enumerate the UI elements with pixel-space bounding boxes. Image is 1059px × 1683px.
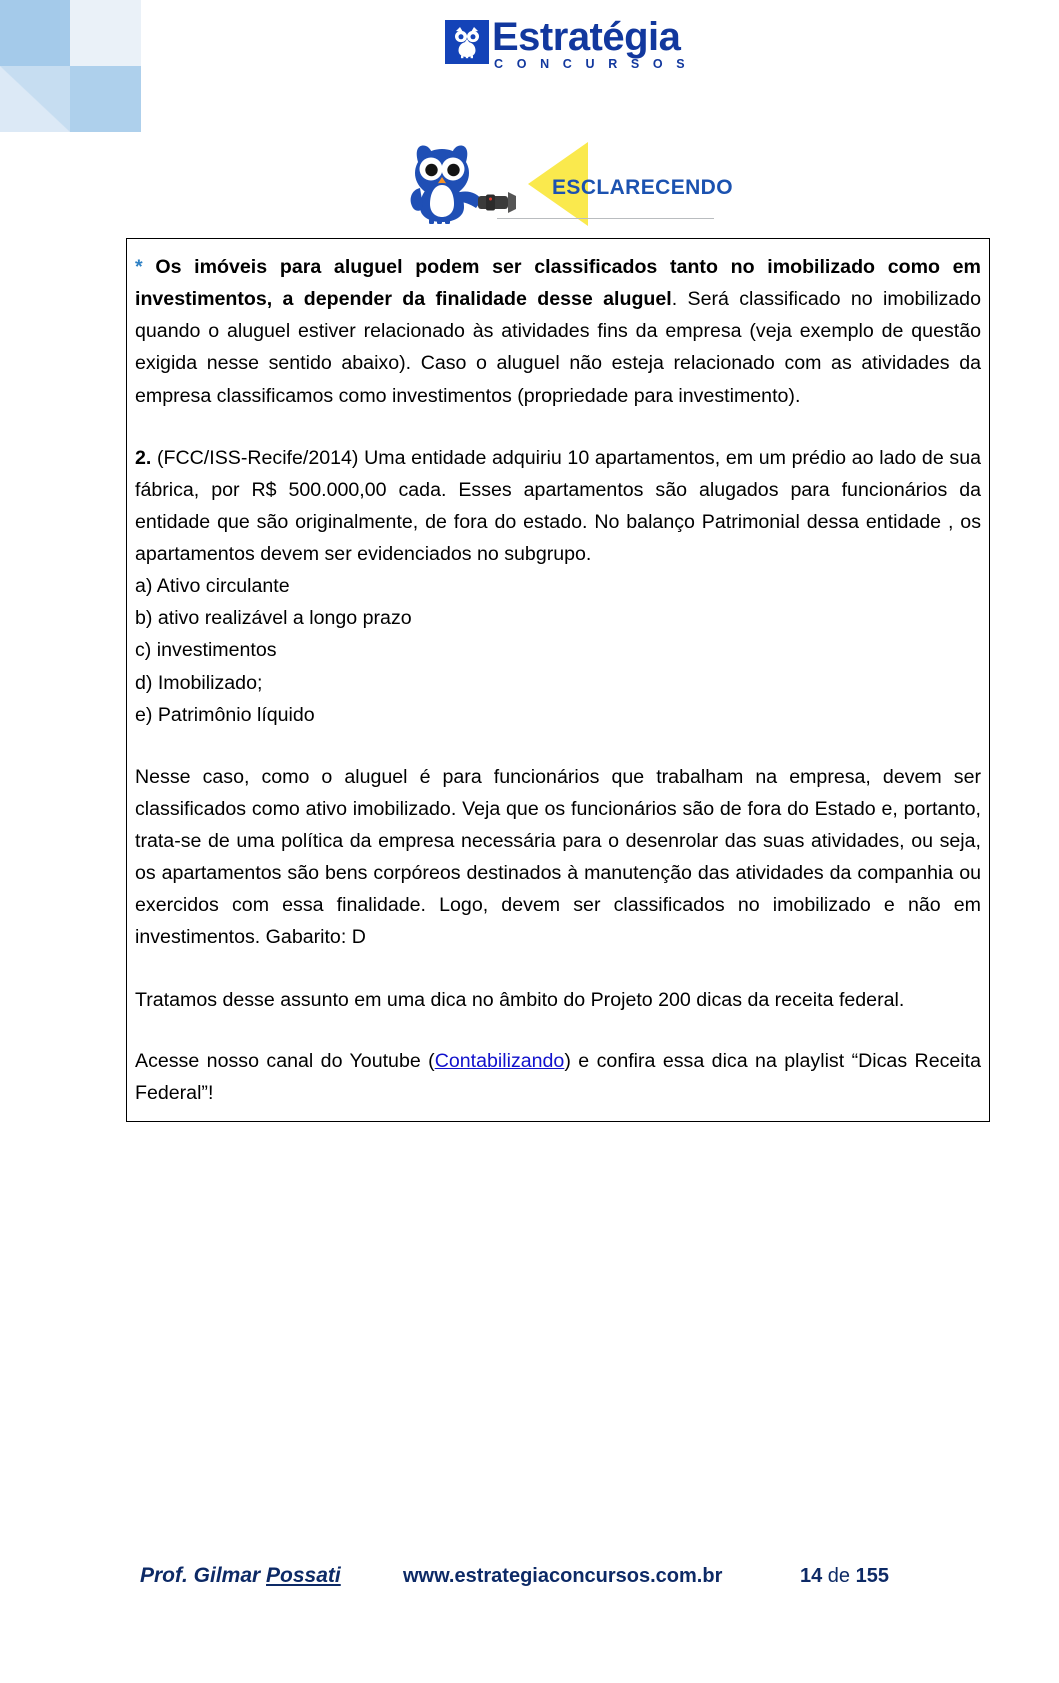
banner-divider <box>497 218 714 219</box>
question-option-d: d) Imobilizado; <box>135 671 263 694</box>
content-box <box>126 238 990 1122</box>
question-option-e: e) Patrimônio líquido <box>135 703 315 726</box>
logo-subtitle: C O N C U R S O S <box>494 57 690 72</box>
brand-logo <box>445 15 690 72</box>
contabilizando-link[interactable]: Contabilizando <box>434 1049 565 1072</box>
footer-author-prefix: Prof. Gilmar <box>140 1564 267 1587</box>
youtube-paragraph <box>135 1045 981 1109</box>
flashlight-icon <box>478 192 516 213</box>
corner-decoration <box>0 0 141 132</box>
question-number: 2. <box>135 446 152 469</box>
footer-page-separator: de <box>822 1565 856 1587</box>
deco-square-top-right <box>70 0 141 66</box>
spacer-3 <box>135 954 981 984</box>
tip-paragraph: Tratamos desse assunto em uma dica no âmbito do Projeto 200 dicas da receita federal. <box>135 988 905 1011</box>
note-star: * <box>135 256 143 278</box>
spacer-4 <box>135 1016 981 1045</box>
question-statement: (FCC/ISS-Recife/2014) Uma entidade adquiriu 10 apartamentos, em um prédio ao lado de sua fábrica, por R$ 500.000,00 cada. Esses apartamentos são alugados para funcionários da entidade que são originalmente, de fora do estado. No balanço Patrimonial dessa entidade , os apartamentos devem ser evidenciados no subgrupo. <box>135 446 981 565</box>
youtube-text-after: ) e confira essa dica na playlist “Dicas Receita Federal”! <box>135 1049 981 1104</box>
footer-website[interactable]: www.estrategiaconcursos.com.br <box>403 1565 723 1587</box>
deco-square-bottom-left <box>0 66 70 132</box>
note-rest-text: . Será classificado no imobilizado quando o aluguel estiver relacionado às atividades fins da empresa (veja exemplo de questão exigida nesse sentido abaixo). Caso o aluguel não esteja relacionado com as atividades da empresa classificamos como investimentos (propriedade para investimento). <box>135 288 981 407</box>
deco-square-bottom-right <box>70 66 141 132</box>
explanation-paragraph: Nesse caso, como o aluguel é para funcionários que trabalham na empresa, devem ser classificados como ativo imobilizado. Veja que os funcionários são de fora do Estado e, portanto, trata-se de uma política da empresa necessária para o desenrolar das suas atividades, ou seja, os apartamentos são bens corpóreos destinados à manutenção das atividades da companhia ou exercidos com essa finalidade. Logo, devem ser classificados no imobilizado e não em investimentos. Gabarito: D <box>135 765 981 949</box>
footer-page-current: 14 <box>800 1565 823 1587</box>
question-paragraph <box>135 442 981 571</box>
footer-author-surname: Possati <box>266 1564 341 1587</box>
footer-page-total: 155 <box>855 1565 889 1587</box>
note-bold-text: Os imóveis para aluguel podem ser classificados tanto no imobilizado como em investimentos, a depender da finalidade desse aluguel <box>135 256 981 311</box>
owl-with-flashlight-icon <box>404 140 532 226</box>
page-footer <box>0 1564 1059 1604</box>
youtube-text-before: Acesse nosso canal do Youtube ( <box>135 1049 435 1072</box>
spacer-1 <box>135 412 981 442</box>
deco-square-top-left <box>0 0 70 66</box>
esclarecendo-banner <box>404 138 733 226</box>
logo-wordmark: Estratégia <box>492 15 681 59</box>
owl-icon <box>445 20 489 64</box>
footer-author <box>140 1564 341 1588</box>
spacer-2 <box>135 731 981 761</box>
esclarecendo-label: ESCLARECENDO <box>552 176 733 199</box>
note-paragraph <box>135 251 981 412</box>
question-option-b: b) ativo realizável a longo prazo <box>135 607 412 630</box>
question-option-a: a) Ativo circulante <box>135 575 290 598</box>
question-option-c: c) investimentos <box>135 639 277 662</box>
footer-page-indicator <box>800 1565 889 1588</box>
